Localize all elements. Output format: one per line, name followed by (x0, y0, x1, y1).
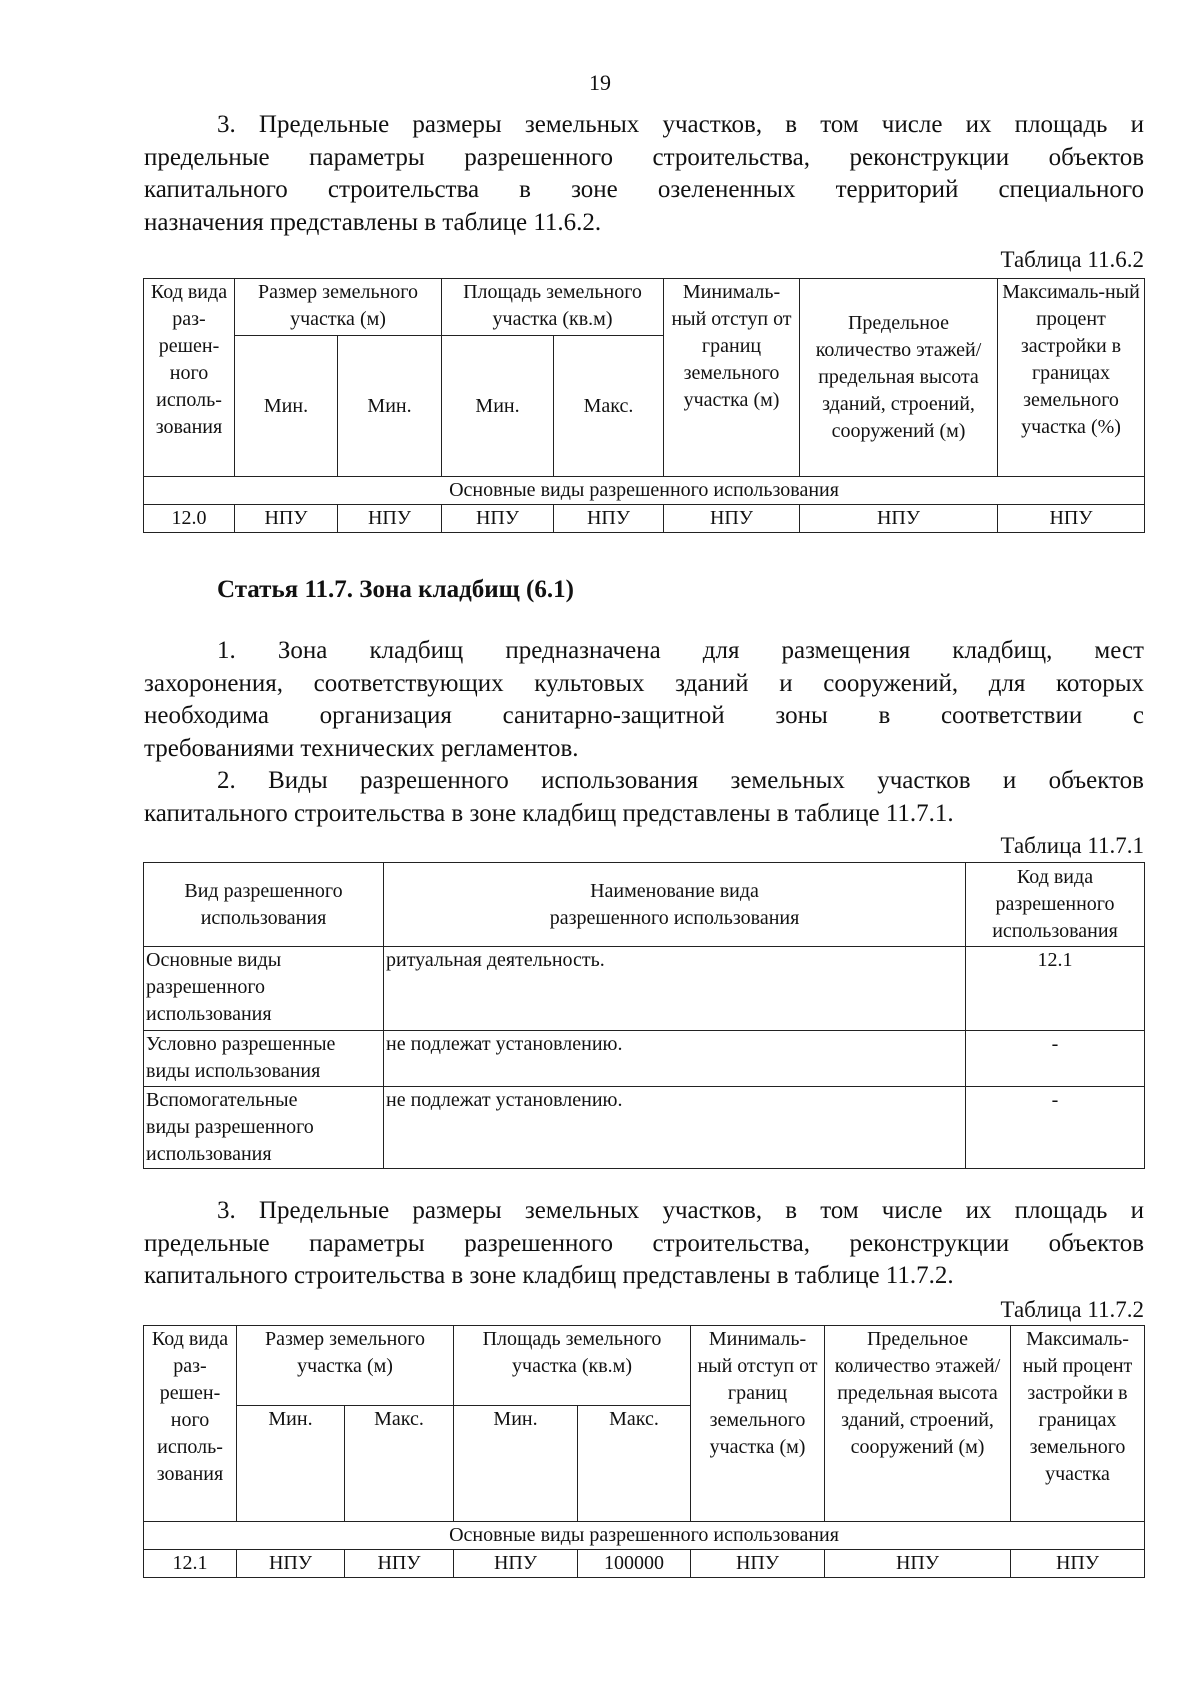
text-line: 3. Предельные размеры земельных участков, в том числе их площадь и (217, 1197, 1144, 1224)
text-line: капитального строительства в зоне озелененных территорий специального (144, 176, 1144, 203)
table-cell: НПУ (454, 1550, 578, 1578)
table-caption: Таблица 11.7.2 (1000, 1297, 1144, 1322)
paragraph-11-7-3 (144, 1195, 1144, 1293)
table-cell: НПУ (691, 1550, 825, 1578)
table-11-7-1 (143, 862, 1145, 1169)
text-line: предельные параметры разрешенного строительства, реконструкции объектов (144, 1229, 1144, 1257)
subheader-min: Мин. (338, 336, 442, 477)
table-caption: Таблица 11.6.2 (1000, 247, 1144, 272)
cell-line: Вспомогательные (146, 1089, 298, 1111)
table-cell: НПУ (442, 505, 554, 533)
row-use-code: - (966, 1031, 1145, 1087)
text-line: необходима организация санитарно-защитной зоны в соответствии с (144, 702, 1144, 729)
header-line: использования (200, 906, 327, 929)
header-use-code (966, 863, 1145, 947)
row-use-type (144, 1031, 384, 1087)
text-line: капитального строительства в зоне кладбищ представлены в таблице 11.7.2. (144, 1262, 954, 1289)
cell-line: использования (146, 1003, 272, 1025)
text-line: требованиями технических регламентов. (144, 734, 579, 762)
paragraph-11-6-3 (144, 109, 1144, 239)
subheader-min: Мин. (454, 1406, 578, 1522)
table-cell: НПУ (1011, 1550, 1145, 1578)
table-11-6-2 (143, 278, 1145, 533)
subheader-min: Мин. (442, 336, 554, 477)
row-use-type (144, 947, 384, 1031)
header-line: Код вида (1016, 866, 1094, 888)
header-min-offset: Минималь-ный отступ от границ земельного участка (м) (691, 1326, 825, 1522)
table-cell: НПУ (554, 505, 664, 533)
text-line: назначения представлены в таблице 11.6.2. (144, 208, 602, 236)
header-max-floors: Предельное количество этажей/ предельная высота зданий, строений, сооружений (м) (825, 1326, 1011, 1522)
subheader-max: Макс. (578, 1406, 691, 1522)
section-row: Основные виды разрешенного использования (144, 477, 1145, 505)
table-cell: НПУ (338, 505, 442, 533)
page-number: 19 (589, 70, 611, 95)
subheader-max: Макс. (345, 1406, 454, 1522)
row-use-type (144, 1087, 384, 1169)
header-max-floors: Предельное количество этажей/ предельная высота зданий, строений, сооружений (м) (800, 279, 998, 477)
table-cell: 100000 (578, 1550, 691, 1578)
row-use-code: - (966, 1087, 1145, 1169)
row-use-name: ритуальная деятельность. (384, 947, 966, 1031)
subheader-max: Макс. (554, 336, 664, 477)
table-caption: Таблица 11.7.1 (1000, 833, 1144, 858)
paragraph-11-7-2 (144, 765, 1144, 830)
paragraph-11-7-1 (144, 635, 1144, 765)
header-plot-area: Площадь земельного участка (кв.м) (442, 279, 664, 336)
header-max-percent: Максималь-ный процент застройки в границах земельного участка (1011, 1326, 1145, 1522)
text-line: 2. Виды разрешенного использования земельных участков и объектов (217, 767, 1144, 794)
text-line: 1. Зона кладбищ предназначена для размещения кладбищ, мест (217, 637, 1144, 664)
table-cell: НПУ (998, 505, 1145, 533)
table-cell: НПУ (664, 505, 800, 533)
table-cell: 12.0 (144, 505, 235, 533)
subheader-min: Мин. (235, 336, 338, 477)
text-line: предельные параметры разрешенного строительства, реконструкции объектов (144, 143, 1144, 171)
cell-line: использования (146, 1143, 272, 1165)
text-line: капитального строительства в зоне кладбищ представлены в таблице 11.7.1. (144, 799, 954, 827)
table-11-7-2 (143, 1325, 1145, 1578)
table-cell: НПУ (345, 1550, 454, 1578)
text-line: захоронения, соответствующих культовых зданий и сооружений, для которых (144, 669, 1144, 697)
row-use-code: 12.1 (966, 947, 1145, 1031)
header-use-type (144, 863, 384, 947)
header-plot-area: Площадь земельного участка (кв.м) (454, 1326, 691, 1406)
cell-line: разрешенного (146, 976, 266, 998)
table-cell: НПУ (237, 1550, 345, 1578)
header-use-name (384, 863, 966, 947)
header-plot-size: Размер земельного участка (м) (235, 279, 442, 336)
header-line: разрешенного (995, 893, 1115, 915)
header-line: Вид разрешенного (184, 879, 343, 902)
cell-line: Условно разрешенные (146, 1033, 336, 1055)
section-row: Основные виды разрешенного использования (144, 1522, 1145, 1550)
table-cell: 12.1 (144, 1550, 237, 1578)
header-plot-size: Размер земельного участка (м) (237, 1326, 454, 1406)
header-line: Наименование вида (590, 879, 759, 902)
text-line: 3. Предельные размеры земельных участков, в том числе их площадь и (217, 111, 1144, 138)
header-code: Код вида раз-решен-ного исполь-зования (144, 1326, 237, 1522)
row-use-name: не подлежат установлению. (384, 1087, 966, 1169)
table-cell: НПУ (235, 505, 338, 533)
cell-line: Основные виды (146, 949, 282, 971)
table-cell: НПУ (800, 505, 998, 533)
cell-line: виды использования (146, 1060, 321, 1082)
cell-line: виды разрешенного (146, 1116, 314, 1138)
header-code: Код вида раз-решен-ного исполь-зования (144, 279, 235, 477)
header-min-offset: Минималь-ный отступ от границ земельного участка (м) (664, 279, 800, 477)
header-line: разрешенного использования (549, 906, 800, 929)
subheader-min: Мин. (237, 1406, 345, 1522)
table-cell: НПУ (825, 1550, 1011, 1578)
header-line: использования (992, 920, 1118, 942)
header-max-percent: Максималь-ный процент застройки в границах земельного участка (%) (998, 279, 1145, 477)
article-heading: Статья 11.7. Зона кладбищ (6.1) (217, 576, 574, 603)
row-use-name: не подлежат установлению. (384, 1031, 966, 1087)
